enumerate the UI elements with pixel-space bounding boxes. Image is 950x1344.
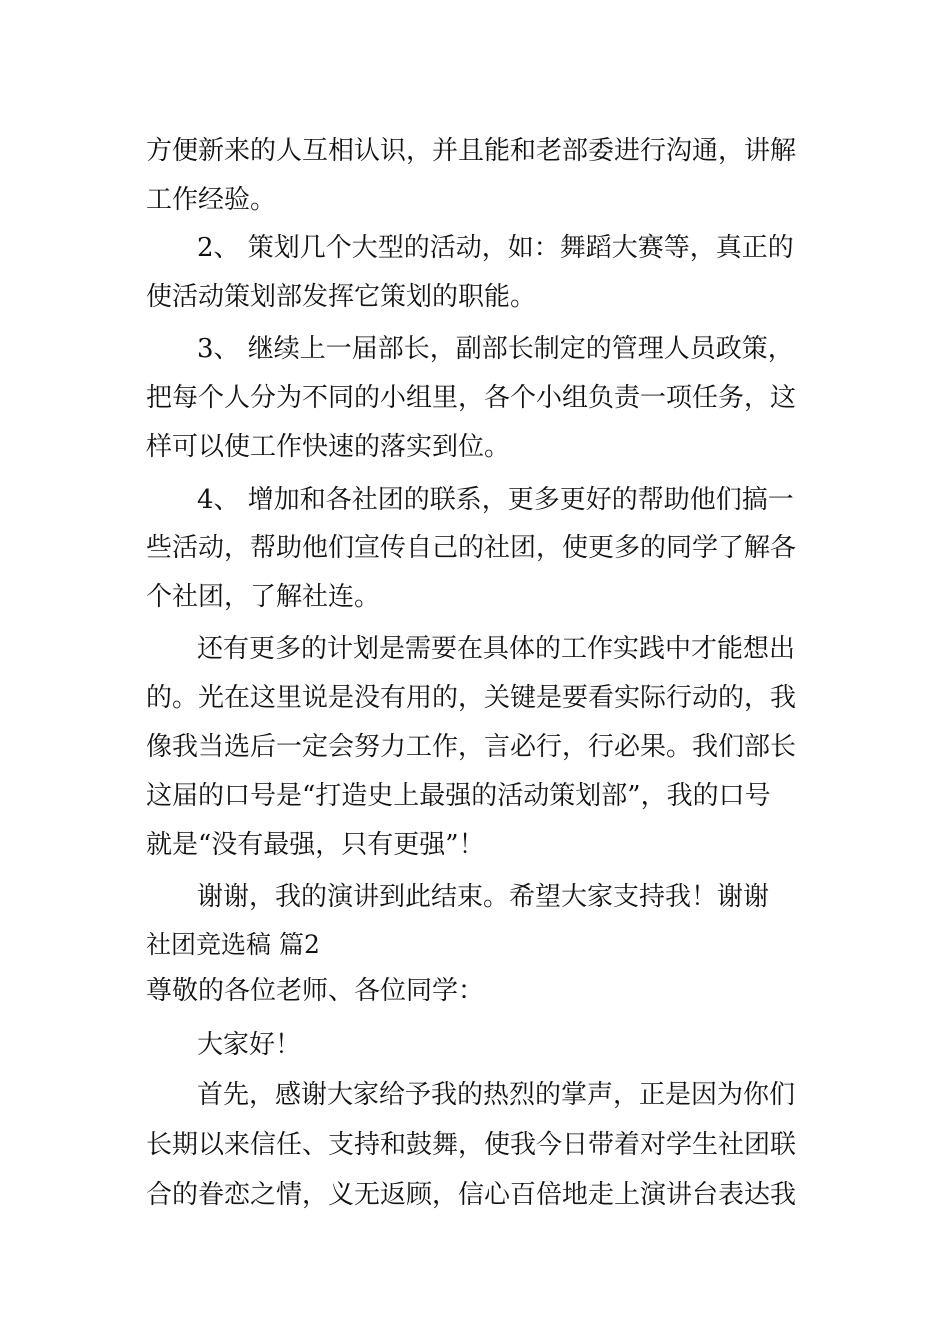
text-line: 样可以使工作快速的落实到位。 bbox=[146, 432, 511, 462]
list-item-4: 4、 增加和各社团的联系，更多更好的帮助他们搞一 bbox=[197, 485, 794, 515]
text-line: 长期以来信任、支持和鼓舞，使我今日带着对学生社团联 bbox=[146, 1130, 797, 1160]
text-line: 方便新来的人互相认识，并且能和老部委进行沟通，讲解 bbox=[146, 136, 797, 166]
paragraph-start: 首先，感谢大家给予我的热烈的掌声，正是因为你们 bbox=[197, 1080, 796, 1110]
text-line: 个社团，了解社连。 bbox=[146, 582, 381, 612]
text-line: 的。光在这里说是没有用的，关键是要看实际行动的，我 bbox=[146, 683, 797, 713]
text-line: 些活动，帮助他们宣传自己的社团，使更多的同学了解各 bbox=[146, 533, 797, 563]
closing-line: 谢谢，我的演讲到此结束。希望大家支持我！谢谢 bbox=[197, 882, 770, 912]
paragraph-start: 还有更多的计划是需要在具体的工作实践中才能想出 bbox=[197, 634, 796, 664]
list-item-3: 3、 继续上一届部长，副部长制定的管理人员政策， bbox=[197, 334, 794, 364]
text-line: 使活动策划部发挥它策划的职能。 bbox=[146, 282, 537, 312]
text-line: 这届的口号是“打造史上最强的活动策划部”，我的口号 bbox=[146, 781, 771, 811]
section-heading: 社团竞选稿 篇2 bbox=[146, 930, 320, 959]
text-line: 合的眷恋之情，义无返顾，信心百倍地走上演讲台表达我 bbox=[146, 1180, 797, 1210]
text-line: 工作经验。 bbox=[146, 185, 277, 215]
list-item-2: 2、 策划几个大型的活动，如：舞蹈大赛等，真正的 bbox=[197, 233, 794, 263]
text-line: 把每个人分为不同的小组里，各个小组负责一项任务，这 bbox=[146, 383, 797, 413]
salutation: 尊敬的各位老师、各位同学： bbox=[146, 976, 485, 1006]
greeting: 大家好！ bbox=[197, 1030, 302, 1060]
text-line: 就是“没有最强，只有更强”！ bbox=[146, 830, 485, 860]
text-line: 像我当选后一定会努力工作，言必行，行必果。我们部长 bbox=[146, 732, 797, 762]
